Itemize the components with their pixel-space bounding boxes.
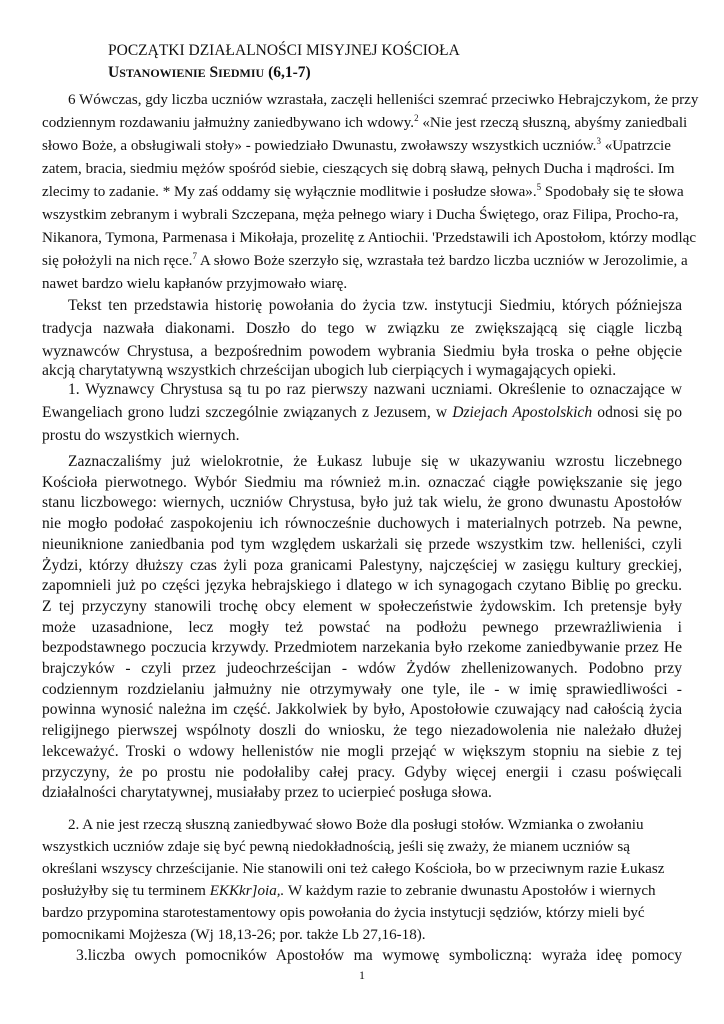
text-line: Zaznaczaliśmy już wielokrotnie, że Łukasz lubuje się w ukazywaniu wzrostu liczebnego	[68, 453, 682, 470]
page-number: 1	[359, 968, 365, 982]
subtitle-word-stanowienie: STANOWIENIE	[119, 66, 206, 80]
subtitle-initial-u: U	[108, 64, 120, 81]
text-line: Kościoła pierwotnego. Wybór Siedmiu ma również m.in. oznaczać ciągłe powiększanie się jego	[42, 473, 682, 491]
text-line: lekceważyć. Troski o wdowy hellenistów nie mogli przejąć w większym stopniu na siebie z tej	[42, 742, 682, 760]
text-line: przyczyny, że po prostu nie podołaliby całej pracy. Gdyby więcej energii i czasu poświęcali	[42, 763, 682, 781]
footnote-ref: 3	[596, 136, 601, 146]
text-line: określani wszyscy chrześcijanie. Nie stanowili oni też całego Kościoła, bo w przeciwnym razie Łukasz	[42, 861, 665, 877]
italic-title: Dziejach Apostolskich	[452, 404, 593, 421]
bible-line: 6 Wówczas, gdy liczba uczniów wzrastała, zaczęli helleniści szemrać przeciwko Hebrajczykom, że przy	[68, 92, 699, 108]
footnote-ref: 2	[414, 113, 419, 123]
subtitle-reference: (6,1-7)	[268, 64, 311, 81]
text-line: 1. Wyznawcy Chrystusa są tu po raz pierwszy nazwani uczniami. Określenie to oznaczające w	[68, 381, 682, 398]
text-line: wszystkich uczniów zdaje się być pewną niedokładnością, jeśli się zważy, że mianem uczniów są	[42, 839, 630, 855]
bible-line: słowo Boże, a obsługiwali stoły» - powiedziało Dwunastu, zwoławszy wszystkich uczniów.$^3$ «Upatrzcie	[42, 136, 671, 154]
footnote-ref: 5	[536, 182, 542, 192]
text-line: codziennym rozdzielaniu jałmużny nie otrzymywały one tyle, ile - w imię sprawiedliwości -	[42, 680, 682, 698]
text-line: Ewangeliach grono ludzi szczególnie związanych z Jezusem, w Dziejach Apostolskich odnosi się po	[42, 404, 682, 421]
text-line: bezpodstawnego poczucia krzywdy. Przedmiotem narzekania było rzekome zaniedbywanie przez He	[42, 639, 682, 657]
subtitle-word-iedmiu: IEDMIU	[218, 66, 265, 80]
section-title	[108, 64, 311, 82]
bible-line: się położyli na nich ręce.$^7$ A słowo Boże szerzyło się, wzrastała też bardzo liczba uczniów w Jerozolimie, a	[42, 251, 688, 269]
text-line: pomocnikami Mojżesza (Wj 18,13-26; por. także Lb 27,16-18).	[42, 927, 426, 943]
text-line: akcją charytatywną wszystkich chrześcijan ubogich lub cierpiących i wymagających opieki.	[42, 362, 617, 379]
text-line: prostu do wszystkich wiernych.	[42, 427, 240, 444]
subtitle-initial-s: S	[209, 64, 219, 81]
bible-line: nawet bardzo wielu kapłanów przyjmowało wiarę.	[42, 276, 348, 292]
text-line: 3.liczba owych pomocników Apostołów ma wymowę symboliczną: wyraża ideę pomocy	[76, 947, 682, 964]
text-line: Żydzi, którzy dłuższy czas żyli poza granicami Palestyny, najczęściej w zasięgu kultury greckiej,	[42, 556, 682, 574]
text-line: posłużyłby się tu terminem EKKkr]oia,. W każdym razie to zebranie dwunastu Apostołów i wiernych	[42, 883, 656, 899]
text-line: Z tej przyczyny stanowili trochę obcy element w społeczeństwie żydowskim. Ich pretensje były	[42, 597, 682, 615]
text-line: 2. A nie jest rzeczą słuszną zaniedbywać słowo Boże dla posługi stołów. Wzmianka o zwołaniu	[68, 817, 644, 833]
text-line: tradycja nazwała diakonami. Doszło do tego w związku ze zwiększającą się ciągle liczbą	[42, 320, 682, 337]
text-line: działalności charytatywnej, musiałaby przez to ucierpieć posługa słowa.	[42, 784, 492, 802]
bible-line: zlecimy to zadanie. * My zaś oddamy się wyłącznie modlitwie i posłudze słowa».$^5$ Spodobały się te słowa	[42, 182, 684, 200]
bible-line: wszystkim zebranym i wybrali Szczepana, męża pełnego wiary i Ducha Świętego, oraz Filipa, Procho-ra,	[42, 207, 679, 223]
text-line: stanu liczbowego: wiernych, uczniów Chrystusa, było już tak wielu, że grono dwunastu Apostołów	[42, 494, 682, 512]
text-line: zapomnieli już po części języka hebrajskiego i dlatego w ich synagogach czytano Biblię po grecku.	[42, 577, 682, 595]
text-line: może uzasadnione, lecz mogły też powstać na podłożu pewnego przewrażliwienia i	[42, 618, 682, 636]
text-line: Tekst ten przedstawia historię powołania do życia tzw. instytucji Siedmiu, których późniejsza	[68, 297, 682, 314]
text-line: powinna wynosić należna im część. Jakkolwiek by było, Apostołowie czuwający nad całością życia	[42, 701, 682, 719]
footnote-ref: 7	[192, 251, 197, 261]
text-line: nie mogło podołać zaspokojeniu ich równocześnie duchowych i materialnych potrzeb. Na pewne,	[42, 515, 682, 533]
text-line: bardzo przypomina starotestamentowy opis powołania do życia instytucji sędziów, którzy mieli być	[42, 905, 645, 921]
greek-term: EKKkr]oia,.	[209, 883, 285, 899]
text-line: brajczyków - czyli przez judeochrześcijan - wdów Żydów zhellenizowanych. Podobno przy	[42, 660, 682, 677]
text-line: wyznawców Chrystusa, a bezpośrednim powodem wybrania Siedmiu była troska o pełne objęcie	[42, 343, 682, 360]
chapter-title: POCZĄTKI DZIAŁALNOŚCI MISYJNEJ KOŚCIOŁA	[108, 42, 460, 59]
bible-line: Nikanora, Tymona, Parmenasa i Mikołaja, prozelitę z Antiochii. 'Przedstawili ich Apostołom, którzy modląc	[42, 230, 697, 246]
bible-line: codziennym rozdawaniu jałmużny zaniedbywano ich wdowy.$^2$ «Nie jest rzeczą słuszną, abyśmy zaniedbali	[42, 113, 688, 131]
text-line: religijnego pierwszej wspólnoty doszli do wniosku, że tego niezadowolenia nie należało dłużej	[42, 722, 682, 740]
text-line: nieuniknione zaniedbania pod tym względem uskarżali się przede wszystkim tzw. helleniści, czyli	[42, 535, 682, 553]
bible-line: zatem, bracia, siedmiu mężów spośród siebie, cieszących się dobrą sławą, pełnych Ducha i mądrości. Im	[42, 161, 675, 177]
